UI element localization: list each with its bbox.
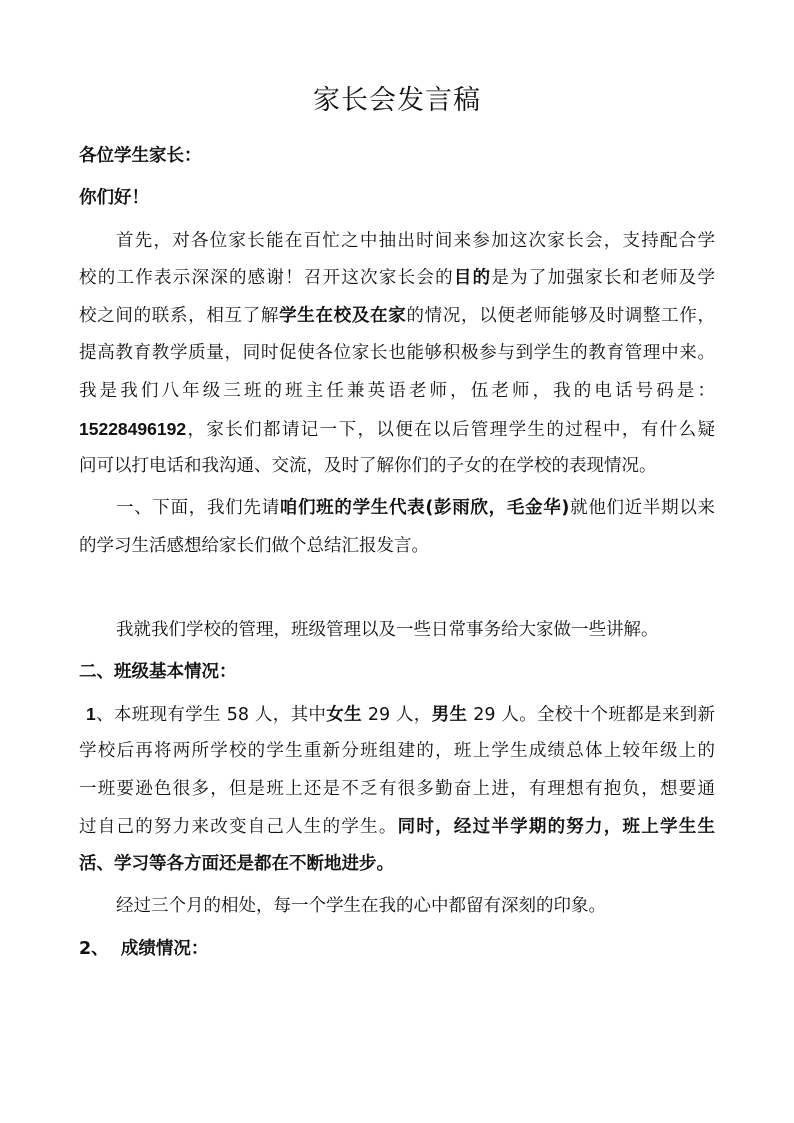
emphasis-purpose: 目的 [453,268,492,288]
emphasis-girls: 女生 [326,705,362,725]
paragraph-1-line-2 [79,266,715,290]
paragraph-1-line-4: 提高教育教学质量，同时促使各位家长也能够积极参与到学生的教育管理中来。 [79,343,715,363]
text-run: 29 人， [361,705,432,725]
paragraph-2-line-2: 的学习生活感想给家长们做个总结汇报发言。 [79,536,429,556]
item-number: 1 [86,704,96,724]
paragraph-1-line-1: 首先，对各位家长能在百忙之中抽出时间来参加这次家长会，支持配合学 [116,231,715,251]
page-title: 家长会发言稿 [313,85,481,116]
text-run: ，家长们都请记一下，以便在以后管理学生的过程中，有什么疑 [186,420,715,440]
paragraph-2-line-1 [116,496,715,520]
paragraph-3: 我就我们学校的管理，班级管理以及一些日常事务给大家做一些讲解。 [116,620,659,640]
paragraph-4: 经过三个月的相处，每一个学生在我的心中都留有深刻的印象。 [116,896,606,916]
greeting: 你们好！ [79,188,149,208]
emphasis-school-home: 学生在校及在家 [279,306,407,326]
paragraph-1-line-3 [79,304,715,328]
emphasis-boys: 男生 [431,705,468,725]
phone-number: 15228496192 [79,419,187,439]
text-run: 就他们近半期以来 [569,498,716,518]
text-run: 的情况，以便老师能够及时调整工作， [406,306,716,326]
item-1-line-4 [79,815,715,839]
item-1-line-2: 学校后再将两所学校的学生重新分班组建的，班上学生成绩总体上较年级上的 [79,741,715,761]
section-2-heading: 二、班级基本情况： [79,662,237,682]
item-1-line-1 [86,702,715,727]
text-run: 校之间的联系，相互了解 [79,306,280,326]
text-run: 过自己的努力来改变自己人生的学生。 [79,817,398,837]
item-1-line-3: 一班要逊色很多，但是班上还是不乏有很多勤奋上进，有理想有抱负，想要通 [79,779,715,799]
text-run: 是为了加强家长和老师及学 [491,268,716,288]
paragraph-1-line-7: 问可以打电话和我沟通、交流，及时了解你们的子女的在学校的表现情况。 [79,456,657,476]
emphasis-progress: 同时，经过半学期的努力，班上学生生 [397,817,716,837]
item-2-heading: 2、 成绩情况： [79,939,209,959]
text-run: 一、下面，我们先请 [116,498,280,518]
text-run: 、本班现有学生 58 人，其中 [95,705,327,725]
text-run: 校的工作表示深深的感谢！召开这次家长会的 [79,268,454,288]
item-1-line-5: 活、学习等各方面还是都在不断地进步。 [79,854,394,874]
paragraph-1-line-5: 我是我们八年级三班的班主任兼英语老师，伍老师，我的电话号码是： [79,381,715,401]
text-run: 29 人。全校十个班都是来到新 [467,705,715,725]
salutation: 各位学生家长： [79,146,202,166]
emphasis-student-reps: 咱们班的学生代表(彭雨欣，毛金华) [279,498,570,518]
paragraph-1-line-6 [79,417,715,442]
